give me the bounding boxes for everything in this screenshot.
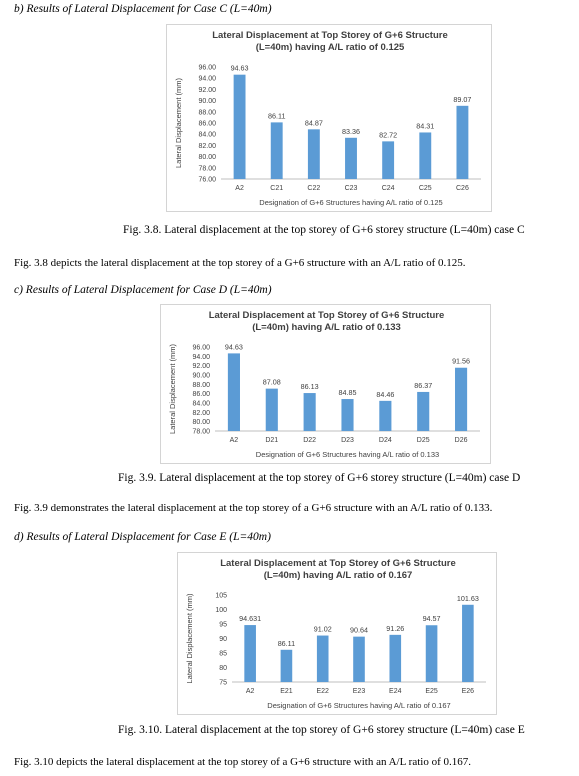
chart-case-e	[177, 552, 497, 715]
y-axis-label: Lateral Displacement (mm)	[185, 593, 194, 684]
x-tick-label: E22	[316, 688, 329, 695]
data-label: 84.85	[338, 388, 357, 398]
y-tick-label: 85	[219, 650, 227, 658]
bar	[304, 393, 316, 431]
y-tick-label: 78.00	[198, 165, 216, 173]
data-label: 86.11	[267, 111, 286, 121]
x-tick-label: C22	[307, 185, 321, 192]
y-tick-label: 78.00	[192, 428, 210, 436]
x-tick-label: D22	[303, 437, 317, 444]
chart-title: (L=40m) having A/L ratio of 0.125	[255, 42, 405, 53]
y-tick-label: 88.00	[192, 381, 210, 389]
bar	[462, 605, 474, 682]
bar	[417, 392, 429, 431]
x-tick-label: C26	[456, 185, 469, 192]
chart-title: (L=40m) having A/L ratio of 0.133	[252, 322, 401, 333]
y-tick-label: 96.00	[198, 64, 216, 72]
figure-caption-3-10: Fig. 3.10. Lateral displacement at the top storey of G+6 storey structure (L=40m) case E	[118, 724, 525, 736]
section-heading-case-e: d) Results of Lateral Displacement for Case E (L=40m)	[14, 531, 271, 543]
x-tick-label: D25	[416, 437, 430, 444]
data-label: 90.64	[350, 625, 368, 635]
x-tick-label: A2	[229, 437, 239, 444]
section-heading-case-d: c) Results of Lateral Displacement for Case D (L=40m)	[14, 284, 272, 296]
y-tick-label: 80	[219, 665, 227, 672]
y-tick-label: 84.00	[198, 131, 216, 139]
bar	[244, 625, 256, 682]
y-tick-label: 90.00	[192, 372, 210, 380]
bar	[341, 399, 353, 431]
x-tick-label: E24	[389, 688, 402, 695]
y-tick-label: 105	[215, 592, 227, 600]
chart-case-c-plot	[167, 25, 493, 213]
y-tick-label: 95	[219, 621, 227, 629]
bar	[345, 138, 357, 179]
chart-title: Lateral Displacement at Top Storey of G+6 Structure	[212, 30, 448, 41]
data-label: 83.36	[342, 126, 360, 136]
section-heading-case-c: b) Results of Lateral Displacement for Case C (L=40m)	[14, 3, 272, 15]
bar	[456, 106, 468, 179]
bar	[455, 368, 467, 431]
bar	[266, 389, 278, 431]
x-axis-label: Designation of G+6 Structures having A/L ratio of 0.167	[267, 701, 451, 710]
x-tick-label: A2	[245, 688, 255, 695]
x-tick-label: E23	[352, 688, 366, 695]
bar	[234, 75, 246, 179]
y-tick-label: 96.00	[192, 344, 210, 352]
y-axis-label: Lateral Displacement (mm)	[174, 77, 183, 169]
x-tick-label: C25	[418, 185, 432, 192]
data-label: 86.13	[300, 382, 319, 392]
data-label: 101.63	[456, 593, 479, 603]
y-tick-label: 84.00	[192, 400, 210, 408]
bar	[228, 353, 240, 431]
data-label: 84.46	[376, 389, 395, 399]
x-tick-label: C23	[344, 185, 358, 192]
data-label: 87.08	[262, 377, 281, 387]
y-tick-label: 92.00	[198, 86, 216, 94]
chart-title: Lateral Displacement at Top Storey of G+6 Structure	[220, 558, 456, 569]
y-tick-label: 92.00	[192, 363, 210, 371]
x-tick-label: E25	[425, 688, 438, 695]
bar	[389, 635, 401, 682]
figure-caption-3-8: Fig. 3.8. Lateral displacement at the top storey of G+6 storey structure (L=40m) case C	[123, 224, 525, 236]
data-label: 94.63	[224, 342, 243, 352]
data-label: 89.07	[453, 94, 472, 104]
bar	[419, 132, 431, 179]
x-tick-label: C21	[270, 185, 284, 192]
bar	[426, 625, 438, 682]
data-label: 84.31	[416, 121, 435, 131]
y-tick-label: 76.00	[198, 176, 216, 184]
data-label: 84.87	[304, 118, 323, 128]
x-tick-label: D26	[454, 437, 468, 444]
y-axis-label: Lateral Displacement (mm)	[168, 343, 177, 435]
paragraph-fig-3-9: Fig. 3.9 demonstrates the lateral displacement at the top storey of a G+6 structure with an A/L ratio of 0.133.	[14, 502, 493, 514]
chart-title: (L=40m) having A/L ratio of 0.167	[263, 570, 413, 581]
x-tick-label: C24	[381, 185, 395, 192]
data-label: 91.26	[386, 623, 405, 633]
x-axis-label: Designation of G+6 Structures having A/L ratio of 0.125	[259, 198, 443, 207]
chart-case-d	[160, 304, 491, 464]
y-tick-label: 90.00	[198, 98, 216, 106]
y-tick-label: 82.00	[192, 409, 210, 417]
y-tick-label: 94.00	[192, 353, 210, 361]
data-label: 91.56	[452, 356, 471, 366]
chart-case-d-plot	[161, 305, 492, 465]
y-tick-label: 86.00	[192, 391, 210, 399]
data-label: 94.57	[422, 614, 441, 624]
y-tick-label: 82.00	[198, 142, 216, 150]
bar	[271, 122, 283, 179]
x-tick-label: E21	[280, 688, 293, 695]
y-tick-label: 94.00	[198, 75, 216, 83]
y-tick-label: 80.00	[198, 154, 216, 162]
bar	[281, 650, 293, 682]
bar	[382, 141, 394, 179]
y-tick-label: 90	[219, 636, 227, 643]
x-tick-label: D21	[265, 437, 279, 444]
x-axis-label: Designation of G+6 Structures having A/L ratio of 0.133	[255, 450, 440, 459]
data-label: 94.63	[230, 63, 249, 73]
chart-title: Lateral Displacement at Top Storey of G+6 Structure	[208, 310, 445, 321]
bar	[353, 637, 365, 682]
y-tick-label: 86.00	[198, 120, 216, 128]
chart-case-c	[166, 24, 492, 212]
x-tick-label: D23	[341, 437, 354, 444]
x-tick-label: E26	[461, 688, 475, 695]
y-tick-label: 80.00	[192, 419, 210, 427]
bar	[379, 401, 391, 431]
paragraph-fig-3-8: Fig. 3.8 depicts the lateral displacement at the top storey of a G+6 structure with an A/L ratio of 0.125.	[14, 257, 466, 269]
bar	[308, 129, 320, 179]
x-tick-label: D24	[378, 437, 392, 444]
data-label: 91.02	[313, 624, 332, 634]
data-label: 86.37	[414, 380, 433, 390]
y-tick-label: 100	[215, 607, 227, 614]
chart-case-e-plot	[178, 553, 498, 716]
figure-caption-3-9: Fig. 3.9. Lateral displacement at the top storey of G+6 storey structure (L=40m) case D	[118, 472, 521, 484]
bar	[317, 636, 329, 682]
y-tick-label: 75	[219, 679, 227, 687]
data-label: 86.11	[277, 638, 296, 648]
data-label: 94.631	[239, 614, 262, 624]
data-label: 82.72	[379, 130, 398, 140]
y-tick-label: 88.00	[198, 109, 216, 117]
x-tick-label: A2	[235, 185, 244, 192]
paragraph-fig-3-10: Fig. 3.10 depicts the lateral displacement at the top storey of a G+6 structure with an A/L ratio of 0.167.	[14, 756, 471, 768]
